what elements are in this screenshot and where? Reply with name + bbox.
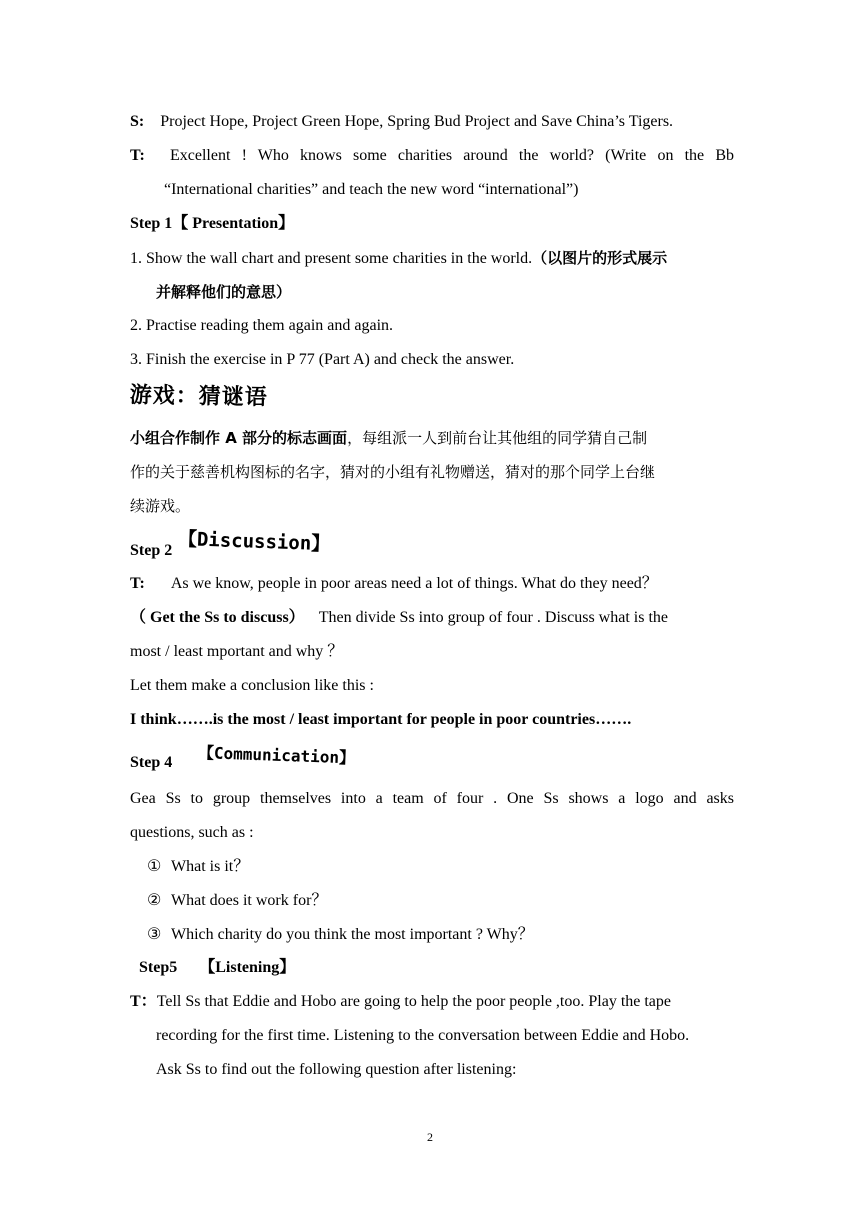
communication-line2: questions, such as : — [130, 824, 254, 841]
game-instructions-line2: 作的关于慈善机构图标的名字，猜对的小组有礼物赠送，猜对的那个同学上台继 — [130, 463, 656, 481]
speaker-label: S: — [130, 113, 145, 130]
list-item-3: 3. Finish the exercise in P 77 (Part A) and check the answer. — [130, 351, 515, 368]
question-number: ③ — [147, 926, 162, 943]
list-item-cn: （以图片的形式展示 — [532, 249, 668, 267]
dialogue-continuation-2: Ask Ss to find out the following question after listening: — [156, 1061, 517, 1078]
question-text: What is it？ — [171, 858, 250, 875]
step-prefix: Step 1 — [130, 215, 173, 232]
game-instructions-rest: ，每组派一人到前台让其他组的同学猜自己制 — [347, 429, 648, 447]
speaker-label: T： — [130, 993, 157, 1010]
dialogue-line-t3 — [130, 992, 734, 1012]
discuss-line1 — [130, 608, 734, 628]
discuss-rest: Then divide Ss into group of four . Discuss what is the — [318, 609, 668, 626]
step2-heading: Step 2 — [130, 542, 173, 559]
communication-line1: Gea Ss to group themselves into a team of four . One Ss shows a logo and asks — [130, 790, 734, 807]
list-item-2: 2. Practise reading them again and again. — [130, 317, 394, 334]
step4-handwritten-label: 【Communication】 — [197, 743, 356, 768]
conclusion-sentence: I think…….is the most / least important for people in poor countries……. — [130, 711, 632, 728]
question-text: Which charity do you think the most important ? Why？ — [171, 926, 534, 943]
dialogue-line-t2 — [130, 574, 734, 594]
question-item-1 — [147, 857, 751, 877]
speaker-label: T: — [130, 147, 145, 164]
conclusion-intro: Let them make a conclusion like this : — [130, 677, 374, 694]
step4-heading: Step 4 — [130, 754, 173, 771]
speaker-label: T: — [130, 575, 145, 592]
page-number: 2 — [427, 1130, 433, 1144]
question-item-3 — [147, 925, 751, 945]
game-title: 游戏：猜谜语 — [129, 382, 268, 411]
dialogue-continuation: “International charities” and teach the new word “international”) — [164, 181, 579, 198]
step1-heading — [130, 214, 734, 234]
question-number: ② — [147, 892, 162, 909]
list-item-1-continuation: 并解释他们的意思） — [156, 283, 292, 301]
step-label: 【Listening】 — [199, 959, 296, 976]
dialogue-text: Tell Ss that Eddie and Hobo are going to help the poor people ,too. Play the tape — [156, 993, 672, 1010]
dialogue-line-t — [130, 146, 734, 166]
question-item-2 — [147, 891, 751, 911]
discuss-bold: （ Get the Ss to discuss） — [130, 609, 305, 626]
list-item-text: 1. Show the wall chart and present some charities in the world. — [130, 250, 533, 267]
step2-handwritten-label: 【Discussion】 — [177, 528, 331, 556]
dialogue-continuation-1: recording for the first time. Listening to the conversation between Eddie and Hobo. — [156, 1027, 690, 1044]
step-label: 【 Presentation】 — [172, 215, 295, 232]
game-instructions-line3: 续游戏。 — [130, 497, 191, 515]
dialogue-line-s — [130, 112, 734, 132]
discuss-line2: most / least mportant and why ？ — [130, 643, 344, 660]
dialogue-text: As we know, people in poor areas need a lot of things. What do they need？ — [170, 575, 658, 592]
question-number: ① — [147, 858, 162, 875]
list-item-1 — [130, 248, 734, 269]
game-instructions-bold: 小组合作制作 A 部分的标志画面 — [130, 429, 348, 447]
game-instructions-line1 — [130, 428, 734, 448]
step-prefix: Step5 — [139, 959, 178, 976]
step5-heading — [139, 958, 743, 978]
question-text: What does it work for？ — [171, 892, 328, 909]
dialogue-text: Excellent ! Who knows some charities around the world? (Write on the Bb — [169, 147, 734, 164]
dialogue-text: Project Hope, Project Green Hope, Spring Bud Project and Save China’s Tigers. — [160, 113, 674, 130]
